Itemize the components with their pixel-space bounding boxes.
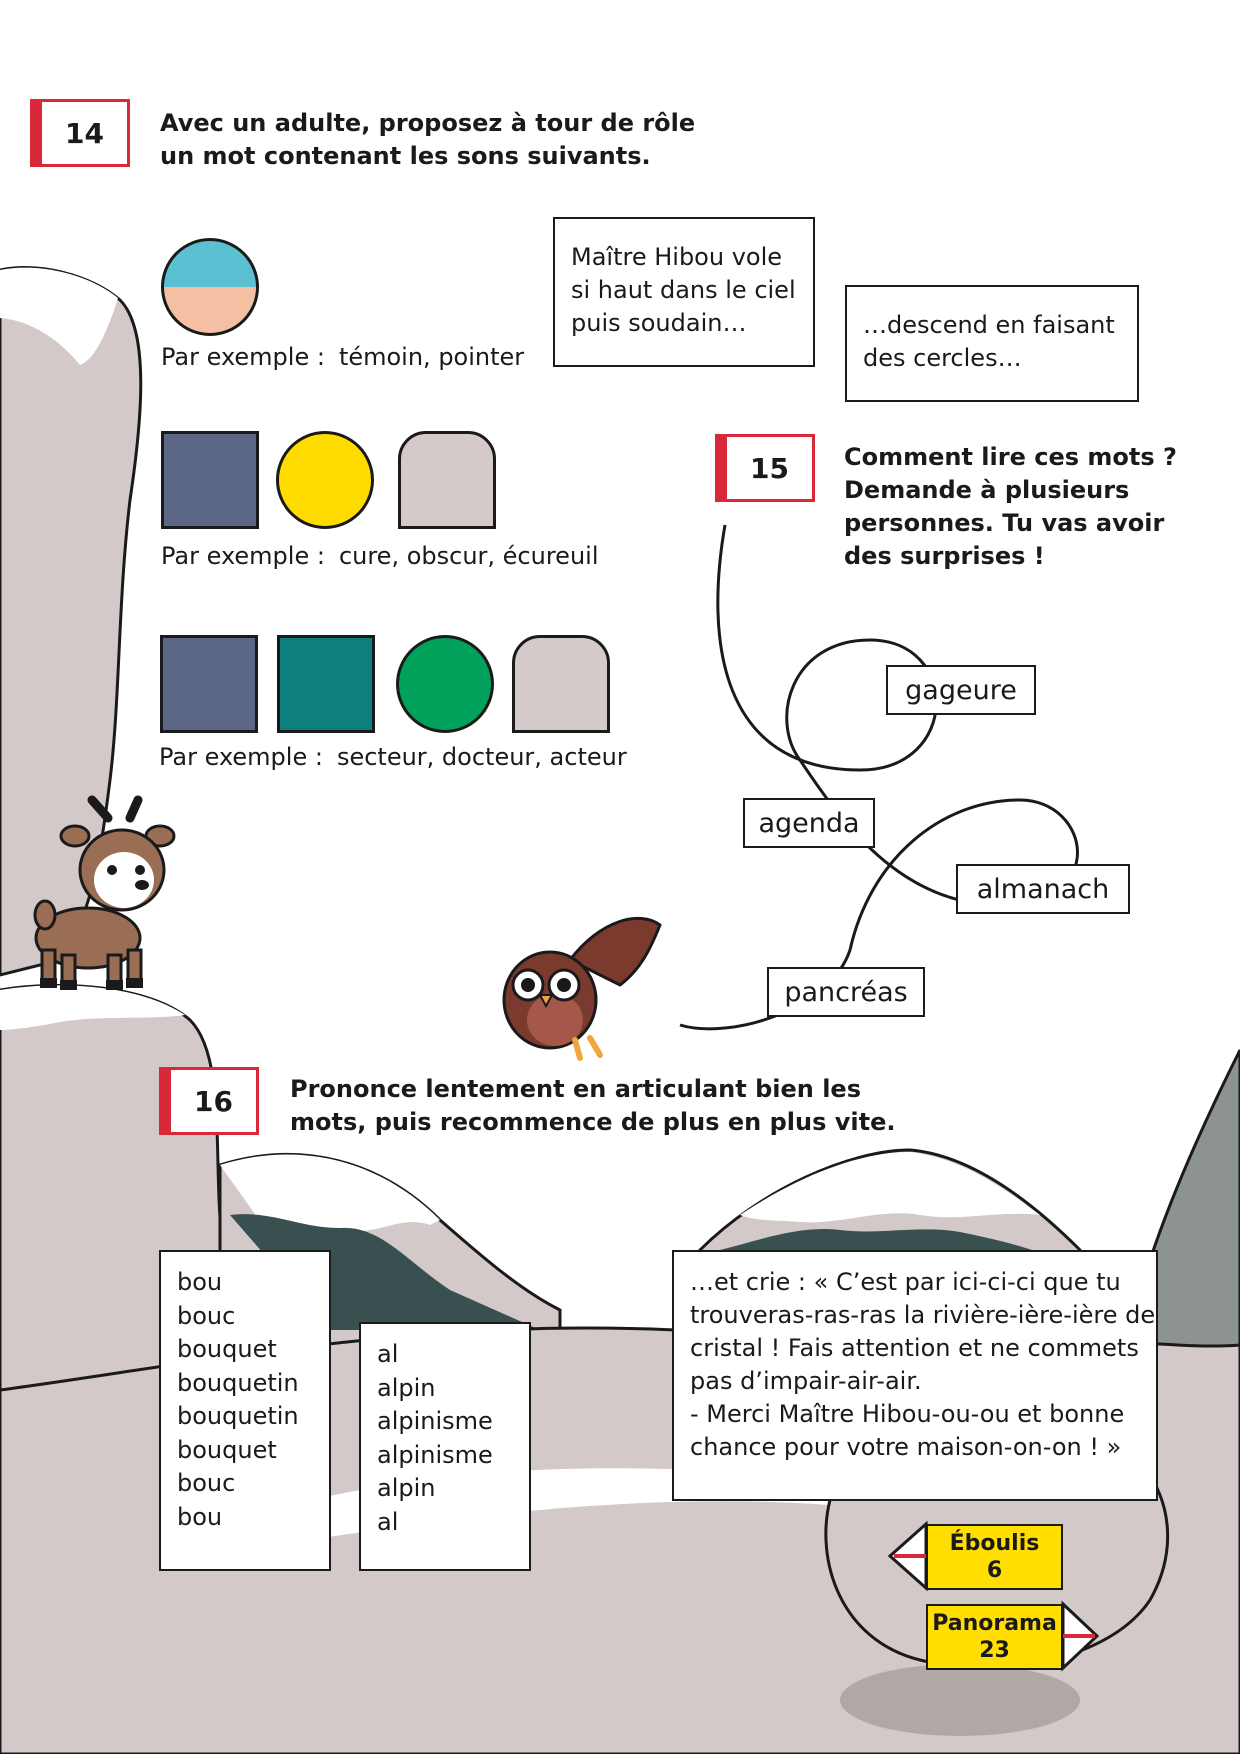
list-item: bouc (177, 1301, 236, 1330)
list-item: bou (177, 1268, 223, 1296)
instruction-line: Prononce lentement en articulant bien les (290, 1075, 861, 1103)
word-almanach: almanach (956, 864, 1130, 914)
example-prefix: Par exemple : (161, 542, 325, 570)
signpost-page: 23 (979, 1638, 1010, 1663)
story-line: si haut dans le ciel (571, 276, 796, 304)
sound-chip-grey-tombstone (398, 431, 496, 529)
list-item: al (377, 1340, 399, 1368)
story-line: - Merci Maître Hibou-ou-ou et bonne (690, 1400, 1125, 1428)
signpost-page: 6 (986, 1558, 1003, 1583)
sound-chip-blue-peach (161, 238, 259, 336)
signpost-label: Panorama (932, 1611, 1057, 1636)
exercise-number-label: 15 (750, 451, 789, 485)
story-line: Maître Hibou vole (571, 243, 783, 271)
instruction-line: des surprises ! (844, 542, 1045, 570)
story-line: cristal ! Fais attention et ne commets (690, 1334, 1139, 1362)
exercise-number-label: 14 (65, 116, 104, 150)
exercise-15-instruction (844, 441, 1177, 573)
example-prefix: Par exemple : (159, 743, 323, 771)
example-row-1 (161, 343, 524, 371)
list-item: alpin (377, 1373, 436, 1402)
sound-chip-yellow-circle (276, 431, 374, 529)
word-path (680, 525, 1078, 1029)
example-row-3 (159, 743, 627, 771)
exercise-number-16 (159, 1067, 259, 1135)
example-row-2 (161, 542, 598, 570)
signpost-panorama[interactable] (926, 1604, 1063, 1670)
story-line: chance pour votre maison-on-on ! » (690, 1433, 1122, 1461)
example-words: témoin, pointer (338, 343, 525, 371)
list-item: bouquetin (177, 1368, 299, 1397)
word-column-al (359, 1322, 531, 1571)
story-line: trouveras-ras-ras la rivière-ière-ière de (690, 1301, 1156, 1329)
exercise-14-instruction (160, 107, 695, 173)
list-item: al (377, 1507, 399, 1536)
story-box-1 (553, 217, 815, 367)
list-item: alpinisme (377, 1407, 493, 1435)
exercise-number-15 (715, 434, 815, 502)
instruction-line: Demande à plusieurs (844, 476, 1130, 504)
instruction-line: Comment lire ces mots ? (844, 443, 1177, 471)
word-agenda: agenda (743, 798, 875, 848)
list-item: alpinisme (377, 1440, 493, 1469)
instruction-line: Avec un adulte, proposez à tour de rôle (160, 109, 696, 137)
sound-chip-slate-square (160, 635, 258, 733)
list-item: bouquet (177, 1435, 277, 1464)
list-item: bou (177, 1502, 223, 1531)
exercise-number-label: 16 (194, 1084, 233, 1118)
story-box-2 (845, 285, 1139, 402)
instruction-line: mots, puis recommence de plus en plus vite. (290, 1108, 896, 1136)
instruction-line: personnes. Tu vas avoir (844, 509, 1165, 537)
sound-chip-slate-square (161, 431, 259, 529)
example-words: cure, obscur, écureuil (338, 542, 599, 570)
story-line: …descend en faisant (863, 311, 1115, 339)
list-item: bouquet (177, 1335, 277, 1363)
example-prefix: Par exemple : (161, 343, 325, 371)
word-pancreas: pancréas (767, 967, 925, 1017)
word-column-bou (159, 1250, 331, 1571)
story-line: puis soudain… (571, 309, 747, 337)
signpost-label: Éboulis (949, 1531, 1040, 1556)
story-line: …et crie : « C’est par ici-ci-ci que tu (690, 1268, 1121, 1296)
sound-chip-teal-square (277, 635, 375, 733)
exercise-number-14 (30, 99, 130, 167)
sound-chip-grey-tombstone (512, 635, 610, 733)
instruction-line: un mot contenant les sons suivants. (160, 142, 651, 170)
list-item: bouquetin (177, 1402, 299, 1430)
story-line: des cercles… (863, 344, 1022, 372)
signpost-eboulis[interactable] (926, 1524, 1063, 1590)
word-gageure: gageure (886, 665, 1036, 715)
list-item: alpin (377, 1474, 436, 1502)
sound-chip-green-circle (396, 635, 494, 733)
owl-illustration (504, 918, 660, 1058)
story-line: pas d’impair-air-air. (690, 1367, 922, 1395)
example-words: secteur, docteur, acteur (336, 743, 627, 771)
exercise-16-instruction (290, 1073, 895, 1139)
list-item: bouc (177, 1469, 236, 1497)
story-box-3 (672, 1250, 1158, 1501)
